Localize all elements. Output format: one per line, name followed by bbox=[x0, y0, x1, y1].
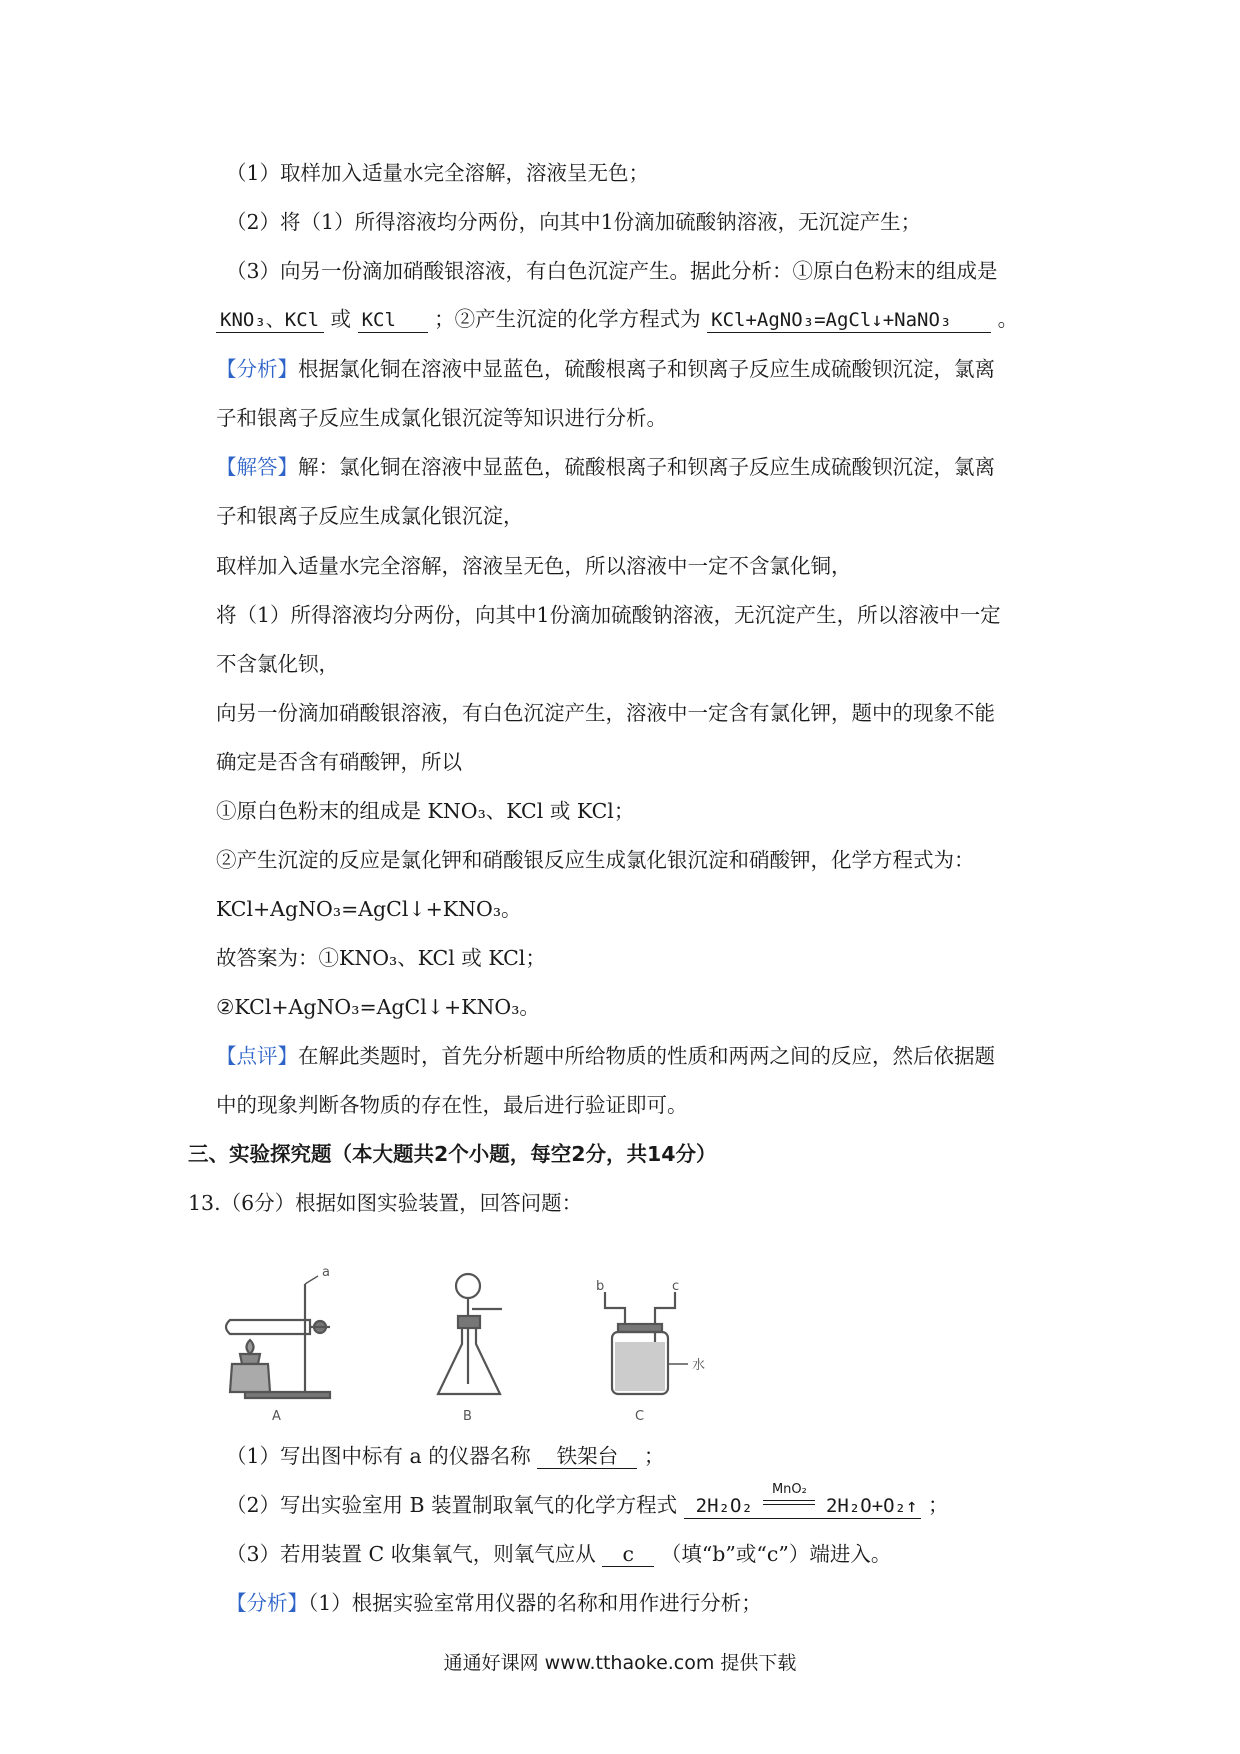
apparatus-a bbox=[226, 1276, 330, 1398]
solution-text-10: KCl+AgNO₃=AgCl↓+KNO₃。 bbox=[216, 897, 522, 921]
or-text: 或 bbox=[330, 307, 352, 331]
part2-answer-blank bbox=[684, 1482, 922, 1519]
flame bbox=[247, 1340, 254, 1354]
part1-prompt: （1）写出图中标有 a 的仪器名称 bbox=[226, 1444, 531, 1468]
solution-tag: 【解答】 bbox=[216, 455, 298, 479]
part2-prompt: （2）写出实验室用 B 装置制取氧气的化学方程式 bbox=[226, 1493, 678, 1517]
footer-text: 通通好课网 www.tthaoke.com 提供下载 bbox=[443, 1652, 797, 1674]
figure-label-B: B bbox=[463, 1409, 472, 1424]
q13-part-3 bbox=[226, 1540, 891, 1568]
reaction-condition bbox=[761, 1482, 817, 1516]
q12-comment bbox=[216, 1042, 995, 1070]
section-3-title: 三、实验探究题（本大题共2个小题，每空2分，共14分） bbox=[188, 1142, 717, 1166]
part3-prompt: （3）若用装置 C 收集氧气，则氧气应从 bbox=[226, 1542, 596, 1566]
analysis-text-2: 子和银离子反应生成氯化银沉淀等知识进行分析。 bbox=[216, 406, 667, 430]
part1-end: ； bbox=[643, 1444, 665, 1468]
q12-answer-line bbox=[216, 305, 1018, 333]
figure-label-a: a bbox=[322, 1265, 330, 1280]
answer-blank-2: KCl bbox=[358, 308, 428, 333]
equation-products: 2H₂O+O₂↑ bbox=[825, 1495, 918, 1517]
answer-blank-3: KCl+AgNO₃=AgCl↓+NaNO₃ bbox=[707, 308, 991, 333]
q13-part-2 bbox=[226, 1482, 949, 1519]
solution-text-3: 取样加入适量水完全溶解，溶液呈无色，所以溶液中一定不含氯化铜， bbox=[216, 554, 852, 578]
part3-answer-blank: c bbox=[602, 1542, 654, 1567]
apparatus-c bbox=[605, 1292, 688, 1394]
q12-step-3: （3）向另一份滴加硝酸银溶液，有白色沉淀产生。据此分析：①原白色粉末的组成是 bbox=[226, 259, 998, 283]
comment-text-1: 在解此类题时，首先分析题中所给物质的性质和两两之间的反应，然后依据题 bbox=[298, 1044, 995, 1068]
water-fill bbox=[615, 1342, 665, 1391]
analysis-tag: 【分析】 bbox=[216, 357, 298, 381]
q12-step-2: （2）将（1）所得溶液均分两份，向其中1份滴加硫酸钠溶液，无沉淀产生； bbox=[226, 210, 922, 234]
apparatus-figure bbox=[210, 1264, 730, 1424]
q12-analysis bbox=[216, 355, 995, 383]
solution-text-12: ②KCl+AgNO₃=AgCl↓+KNO₃。 bbox=[216, 995, 540, 1019]
label-a-pointer bbox=[305, 1276, 318, 1284]
solution-text-1: 解：氯化铜在溶液中显蓝色，硫酸根离子和钡离子反应生成硫酸钡沉淀，氯离 bbox=[298, 455, 995, 479]
part2-end: ； bbox=[927, 1493, 949, 1517]
q13-analysis-text: （1）根据实验室常用仪器的名称和用作进行分析； bbox=[308, 1591, 762, 1615]
catalyst-label: MnO₂ bbox=[771, 1482, 807, 1497]
figure-label-c: c bbox=[672, 1279, 680, 1294]
figure-label-A: A bbox=[272, 1409, 281, 1424]
figure-label-b: b bbox=[596, 1279, 605, 1294]
figure-label-water: 水 bbox=[692, 1358, 706, 1373]
comment-tag: 【点评】 bbox=[216, 1044, 298, 1068]
q13-part-1 bbox=[226, 1442, 664, 1470]
part1-answer-blank: 铁架台 bbox=[537, 1444, 637, 1469]
answer-blank-1: KNO₃、KCl bbox=[216, 308, 324, 333]
equation-reactant: 2H₂O₂ bbox=[695, 1495, 753, 1517]
bottle-stopper bbox=[618, 1324, 662, 1332]
part3-end: （填“b”或“c”）端进入。 bbox=[660, 1542, 892, 1566]
test-tube bbox=[226, 1320, 310, 1334]
q12-solution bbox=[216, 453, 995, 481]
apparatus-b bbox=[438, 1274, 502, 1394]
equation-prompt: ；②产生沉淀的化学方程式为 bbox=[434, 307, 701, 331]
solution-text-9: ②产生沉淀的反应是氯化钾和硝酸银反应生成氯化银沉淀和硝酸钾，化学方程式为： bbox=[216, 848, 975, 872]
solution-text-4: 将（1）所得溶液均分两份，向其中1份滴加硫酸钠溶液，无沉淀产生，所以溶液中一定 bbox=[216, 603, 1001, 627]
stopper bbox=[458, 1316, 480, 1328]
solution-text-6: 向另一份滴加硝酸银溶液，有白色沉淀产生，溶液中一定含有氯化钾，题中的现象不能 bbox=[216, 701, 995, 725]
q13-analysis bbox=[226, 1589, 762, 1617]
figure-label-C: C bbox=[635, 1409, 645, 1424]
comment-text-2: 中的现象判断各物质的存在性，最后进行验证即可。 bbox=[216, 1093, 688, 1117]
solution-text-7: 确定是否含有硝酸钾，所以 bbox=[216, 750, 462, 774]
analysis-text-1: 根据氯化铜在溶液中显蓝色，硫酸根离子和钡离子反应生成硫酸钡沉淀，氯离 bbox=[298, 357, 995, 381]
period: 。 bbox=[997, 307, 1019, 331]
solution-text-5: 不含氯化钡， bbox=[216, 652, 339, 676]
alcohol-lamp bbox=[230, 1364, 270, 1392]
solution-text-2: 子和银离子反应生成氯化银沉淀， bbox=[216, 504, 524, 528]
solution-text-8: ①原白色粉末的组成是 KNO₃、KCl 或 KCl； bbox=[216, 799, 635, 823]
q13-analysis-tag: 【分析】 bbox=[226, 1591, 308, 1615]
q12-step-1: （1）取样加入适量水完全溶解，溶液呈无色； bbox=[226, 161, 650, 185]
q13-stem: 13.（6分）根据如图实验装置，回答问题： bbox=[188, 1191, 583, 1215]
funnel-top bbox=[456, 1274, 480, 1298]
solution-text-11: 故答案为：①KNO₃、KCl 或 KCl； bbox=[216, 946, 546, 970]
